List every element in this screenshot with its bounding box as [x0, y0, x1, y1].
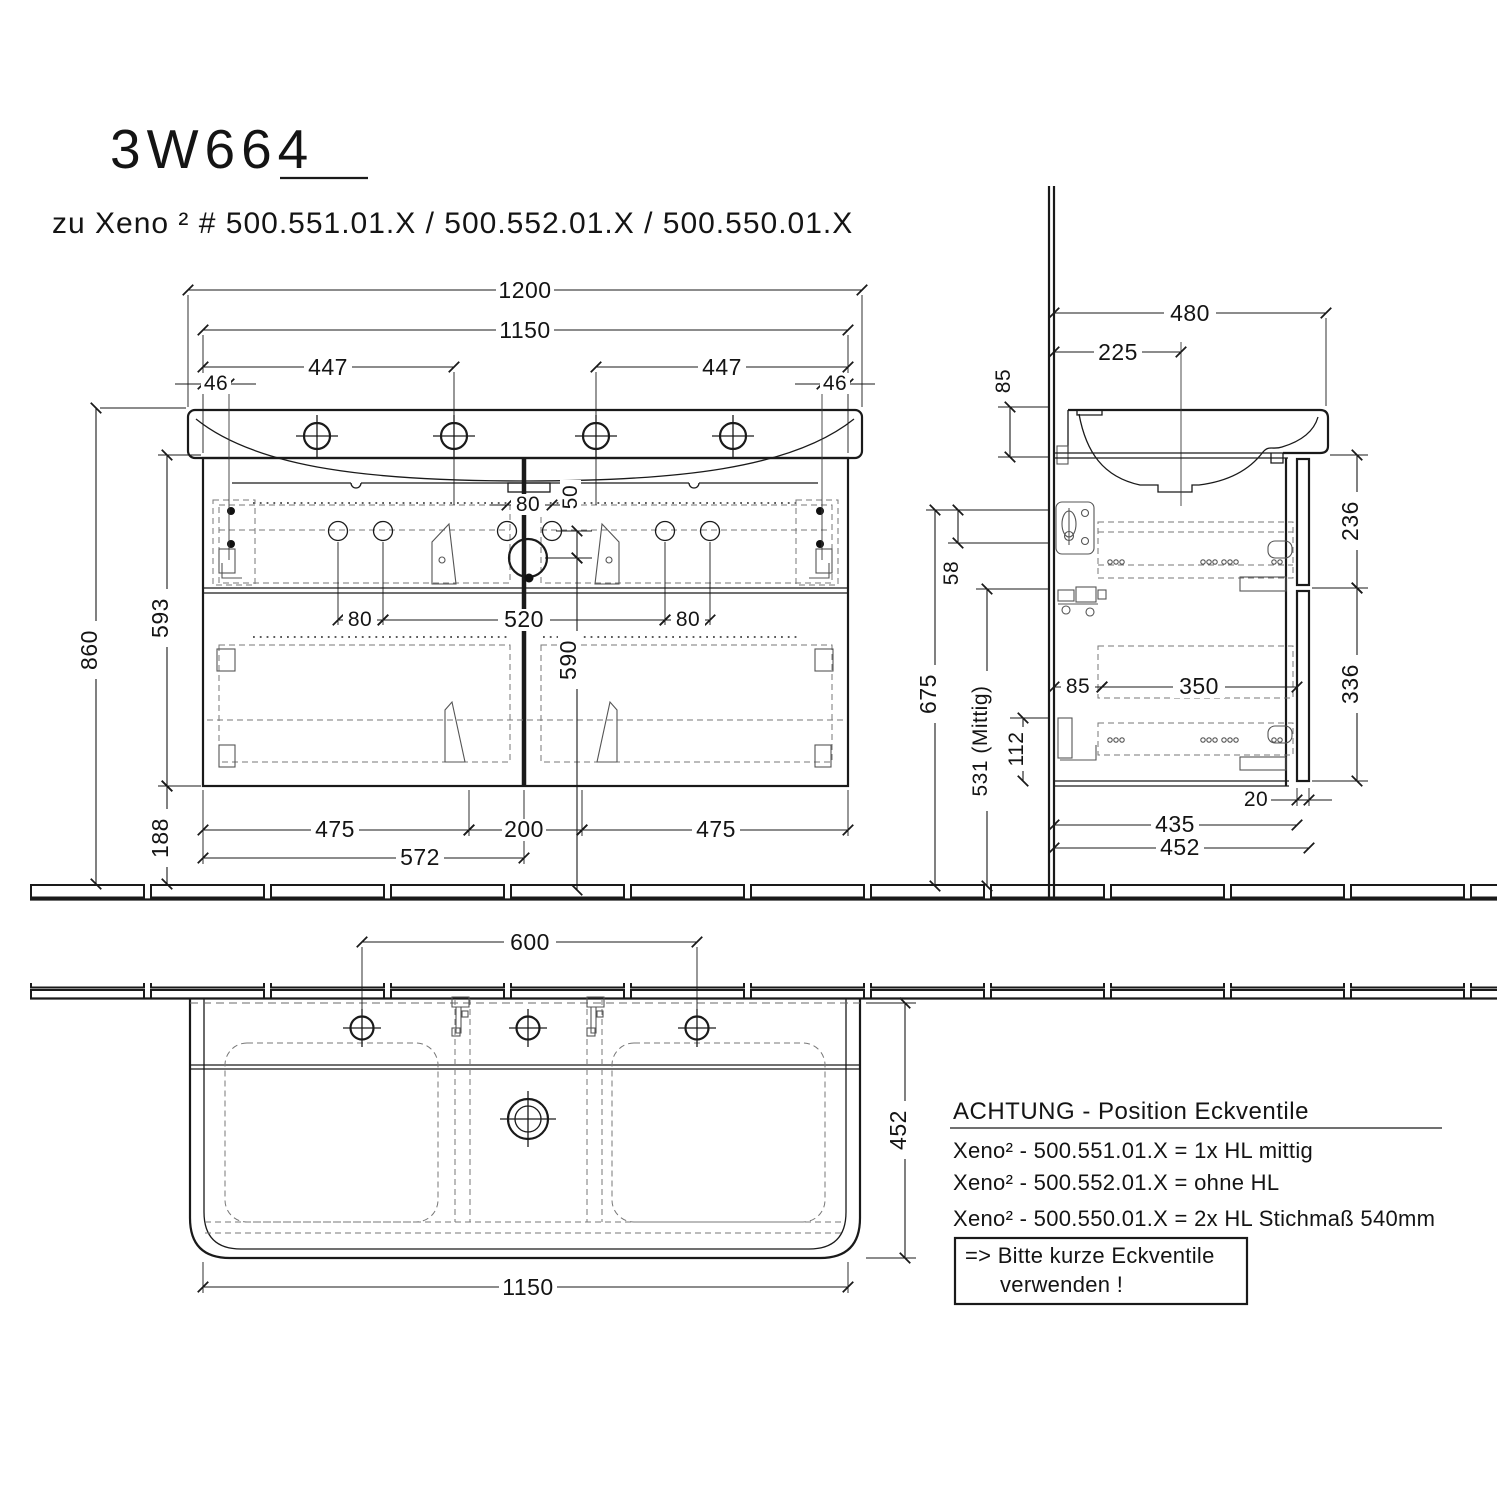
dim-475-right: 475 [696, 816, 736, 842]
bowl-front-hidden [205, 1222, 845, 1233]
drawer-box-hidden-ur [541, 505, 832, 583]
note-line-2: Xeno² - 500.552.01.X = ohne HL [953, 1170, 1280, 1195]
dim-452-plan: 452 [885, 1110, 911, 1150]
dim-200: 200 [504, 816, 544, 842]
tap-hole-crosses [296, 415, 754, 457]
dim-531-mittig: 531 (Mittig) [969, 685, 992, 797]
drawer-rails-upper [1098, 522, 1293, 591]
drawer-box-hidden-ul [219, 505, 510, 583]
note-box-line-1: => Bitte kurze Eckventile [965, 1243, 1215, 1268]
floor-hatch-row-1 [30, 884, 1497, 900]
dim-58: 58 [940, 560, 963, 586]
side-cabinet [1054, 453, 1309, 786]
side-view [915, 186, 1368, 898]
brick-row [30, 983, 1497, 998]
dim-520: 520 [504, 606, 544, 632]
title-block [52, 118, 853, 240]
dim-1200: 1200 [498, 277, 552, 303]
dim-480: 480 [1170, 300, 1210, 326]
adjuster-hardware [1058, 587, 1106, 616]
dim-435: 435 [1155, 811, 1195, 837]
front-cabinet [203, 389, 848, 786]
dim-572: 572 [400, 844, 440, 870]
drawer-front-lower [1297, 591, 1309, 781]
wall-section-line [1049, 186, 1054, 898]
note-heading: ACHTUNG - Position Eckventile [953, 1098, 1309, 1125]
dim-225: 225 [1098, 339, 1138, 365]
compat-codes: zu Xeno ² # 500.551.01.X / 500.552.01.X / 500.550.01.X [52, 207, 854, 240]
note-block [950, 1098, 1442, 1304]
bowl-hidden-left [225, 1043, 438, 1222]
dim-447-left: 447 [308, 354, 348, 380]
wall-hatch-row-2 [30, 983, 1497, 999]
dim-188: 188 [147, 818, 173, 858]
dim-50: 50 [559, 484, 582, 510]
drawer-box-hidden-lr [541, 645, 832, 762]
basin-plan-rim [204, 999, 846, 1249]
brick-row [30, 884, 1497, 899]
dim-80-center: 80 [515, 493, 541, 516]
dim-452-side: 452 [1160, 834, 1200, 860]
basin-outline [188, 410, 862, 458]
dim-590: 590 [555, 640, 581, 680]
dim-20: 20 [1243, 788, 1269, 811]
dim-1150: 1150 [499, 317, 551, 343]
model-code: 3W664 [110, 118, 315, 180]
wall-anchor-bracket [1056, 502, 1094, 554]
dim-46-left: 46 [203, 372, 229, 395]
dim-112: 112 [1005, 731, 1028, 767]
plan-tap-holes [343, 1009, 716, 1047]
dim-236: 236 [1337, 501, 1363, 541]
dim-85-top: 85 [992, 368, 1015, 394]
dim-80-left: 80 [347, 608, 373, 631]
dim-447-right: 447 [702, 354, 742, 380]
center-fixing-tab [508, 483, 550, 492]
dim-475-left: 475 [315, 816, 355, 842]
dim-675: 675 [915, 674, 941, 714]
dim-46-right: 46 [822, 372, 848, 395]
dim-350: 350 [1179, 673, 1219, 699]
dim-80-right: 80 [675, 608, 701, 631]
drawer-front-upper [1297, 459, 1309, 585]
plan-drain [500, 1091, 556, 1147]
side-dimensions [915, 300, 1368, 886]
drawer-rails-lower [1058, 646, 1293, 770]
dim-593: 593 [147, 598, 173, 638]
dim-600: 600 [510, 929, 550, 955]
side-washbasin [1057, 342, 1328, 506]
bowl-hidden-right [612, 1043, 825, 1222]
note-line-1: Xeno² - 500.551.01.X = 1x HL mittig [953, 1138, 1314, 1163]
basin-plan-outline [190, 999, 860, 1258]
dim-85-inner: 85 [1065, 675, 1091, 698]
drawer-box-hidden-ll [219, 645, 510, 762]
note-box-line-2: verwenden ! [1000, 1272, 1124, 1297]
basin-back-edge [190, 1065, 860, 1069]
note-line-3: Xeno² - 500.550.01.X = 2x HL Stichmaß 540mm [953, 1206, 1436, 1231]
front-view [76, 277, 875, 890]
dim-1150-plan: 1150 [502, 1274, 554, 1300]
dim-860: 860 [76, 630, 102, 670]
dim-336: 336 [1337, 664, 1363, 704]
